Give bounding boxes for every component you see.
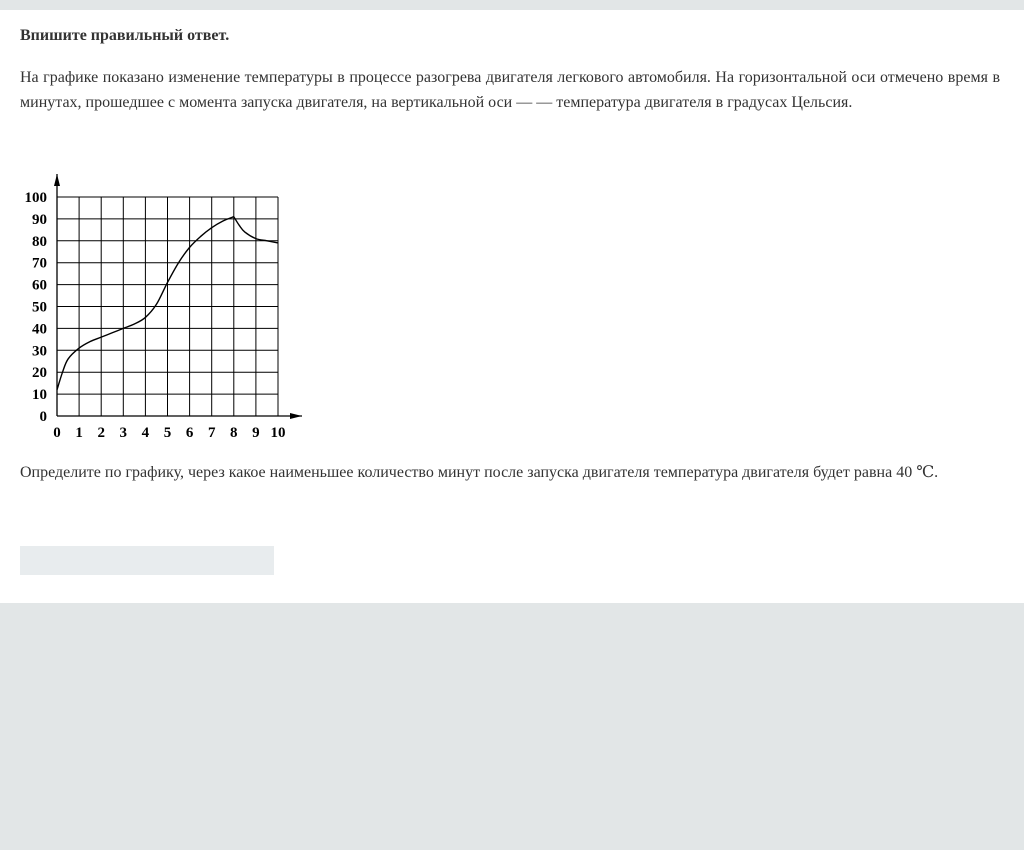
x-tick-label: 8 bbox=[230, 425, 238, 441]
chart-axes bbox=[54, 174, 302, 419]
answer-input[interactable] bbox=[20, 546, 274, 575]
task-instruction: Впишите правильный ответ. bbox=[20, 27, 230, 44]
y-tick-label: 50 bbox=[32, 299, 47, 316]
y-tick-label: 70 bbox=[32, 255, 47, 272]
x-tick-label: 10 bbox=[270, 425, 286, 441]
y-tick-label: 100 bbox=[24, 190, 47, 206]
x-tick-label: 4 bbox=[141, 425, 150, 441]
y-tick-label: 80 bbox=[32, 233, 47, 250]
x-tick-label: 9 bbox=[252, 425, 260, 441]
y-tick-label: 10 bbox=[32, 387, 47, 404]
x-tick-label: 7 bbox=[207, 425, 216, 441]
task-card bbox=[0, 10, 1024, 603]
y-axis-arrow-icon bbox=[54, 174, 60, 186]
y-tick-label: 40 bbox=[32, 321, 47, 338]
x-tick-label: 5 bbox=[163, 425, 172, 441]
temperature-graph bbox=[14, 162, 314, 442]
y-tick-label: 0 bbox=[39, 409, 47, 425]
x-axis-arrow-icon bbox=[290, 413, 302, 419]
x-tick-label: 2 bbox=[97, 425, 105, 441]
task-question: Определите по графику, через какое наименьшее количество минут после запуска двигателя температура двигателя будет равна 40 ℃. bbox=[20, 464, 939, 481]
y-tick-label: 90 bbox=[32, 211, 47, 228]
x-tick-label: 0 bbox=[53, 425, 61, 441]
chart-tick-labels bbox=[25, 190, 286, 441]
x-tick-label: 3 bbox=[119, 425, 128, 441]
y-tick-label: 20 bbox=[32, 365, 47, 382]
task-intro: На графике показано изменение температуры в процессе разогрева двигателя легкового автомобиля. На горизонтальной оси отмечено время в минутах, прошедшее с момента запуска двигателя, на вертикальной оси — — температура двигателя в градусах Цельсия. bbox=[20, 69, 1000, 111]
y-tick-label: 60 bbox=[32, 277, 47, 294]
chart-grid bbox=[57, 197, 278, 416]
y-tick-label: 30 bbox=[32, 343, 47, 360]
x-tick-label: 1 bbox=[75, 425, 83, 441]
x-tick-label: 6 bbox=[185, 425, 194, 441]
